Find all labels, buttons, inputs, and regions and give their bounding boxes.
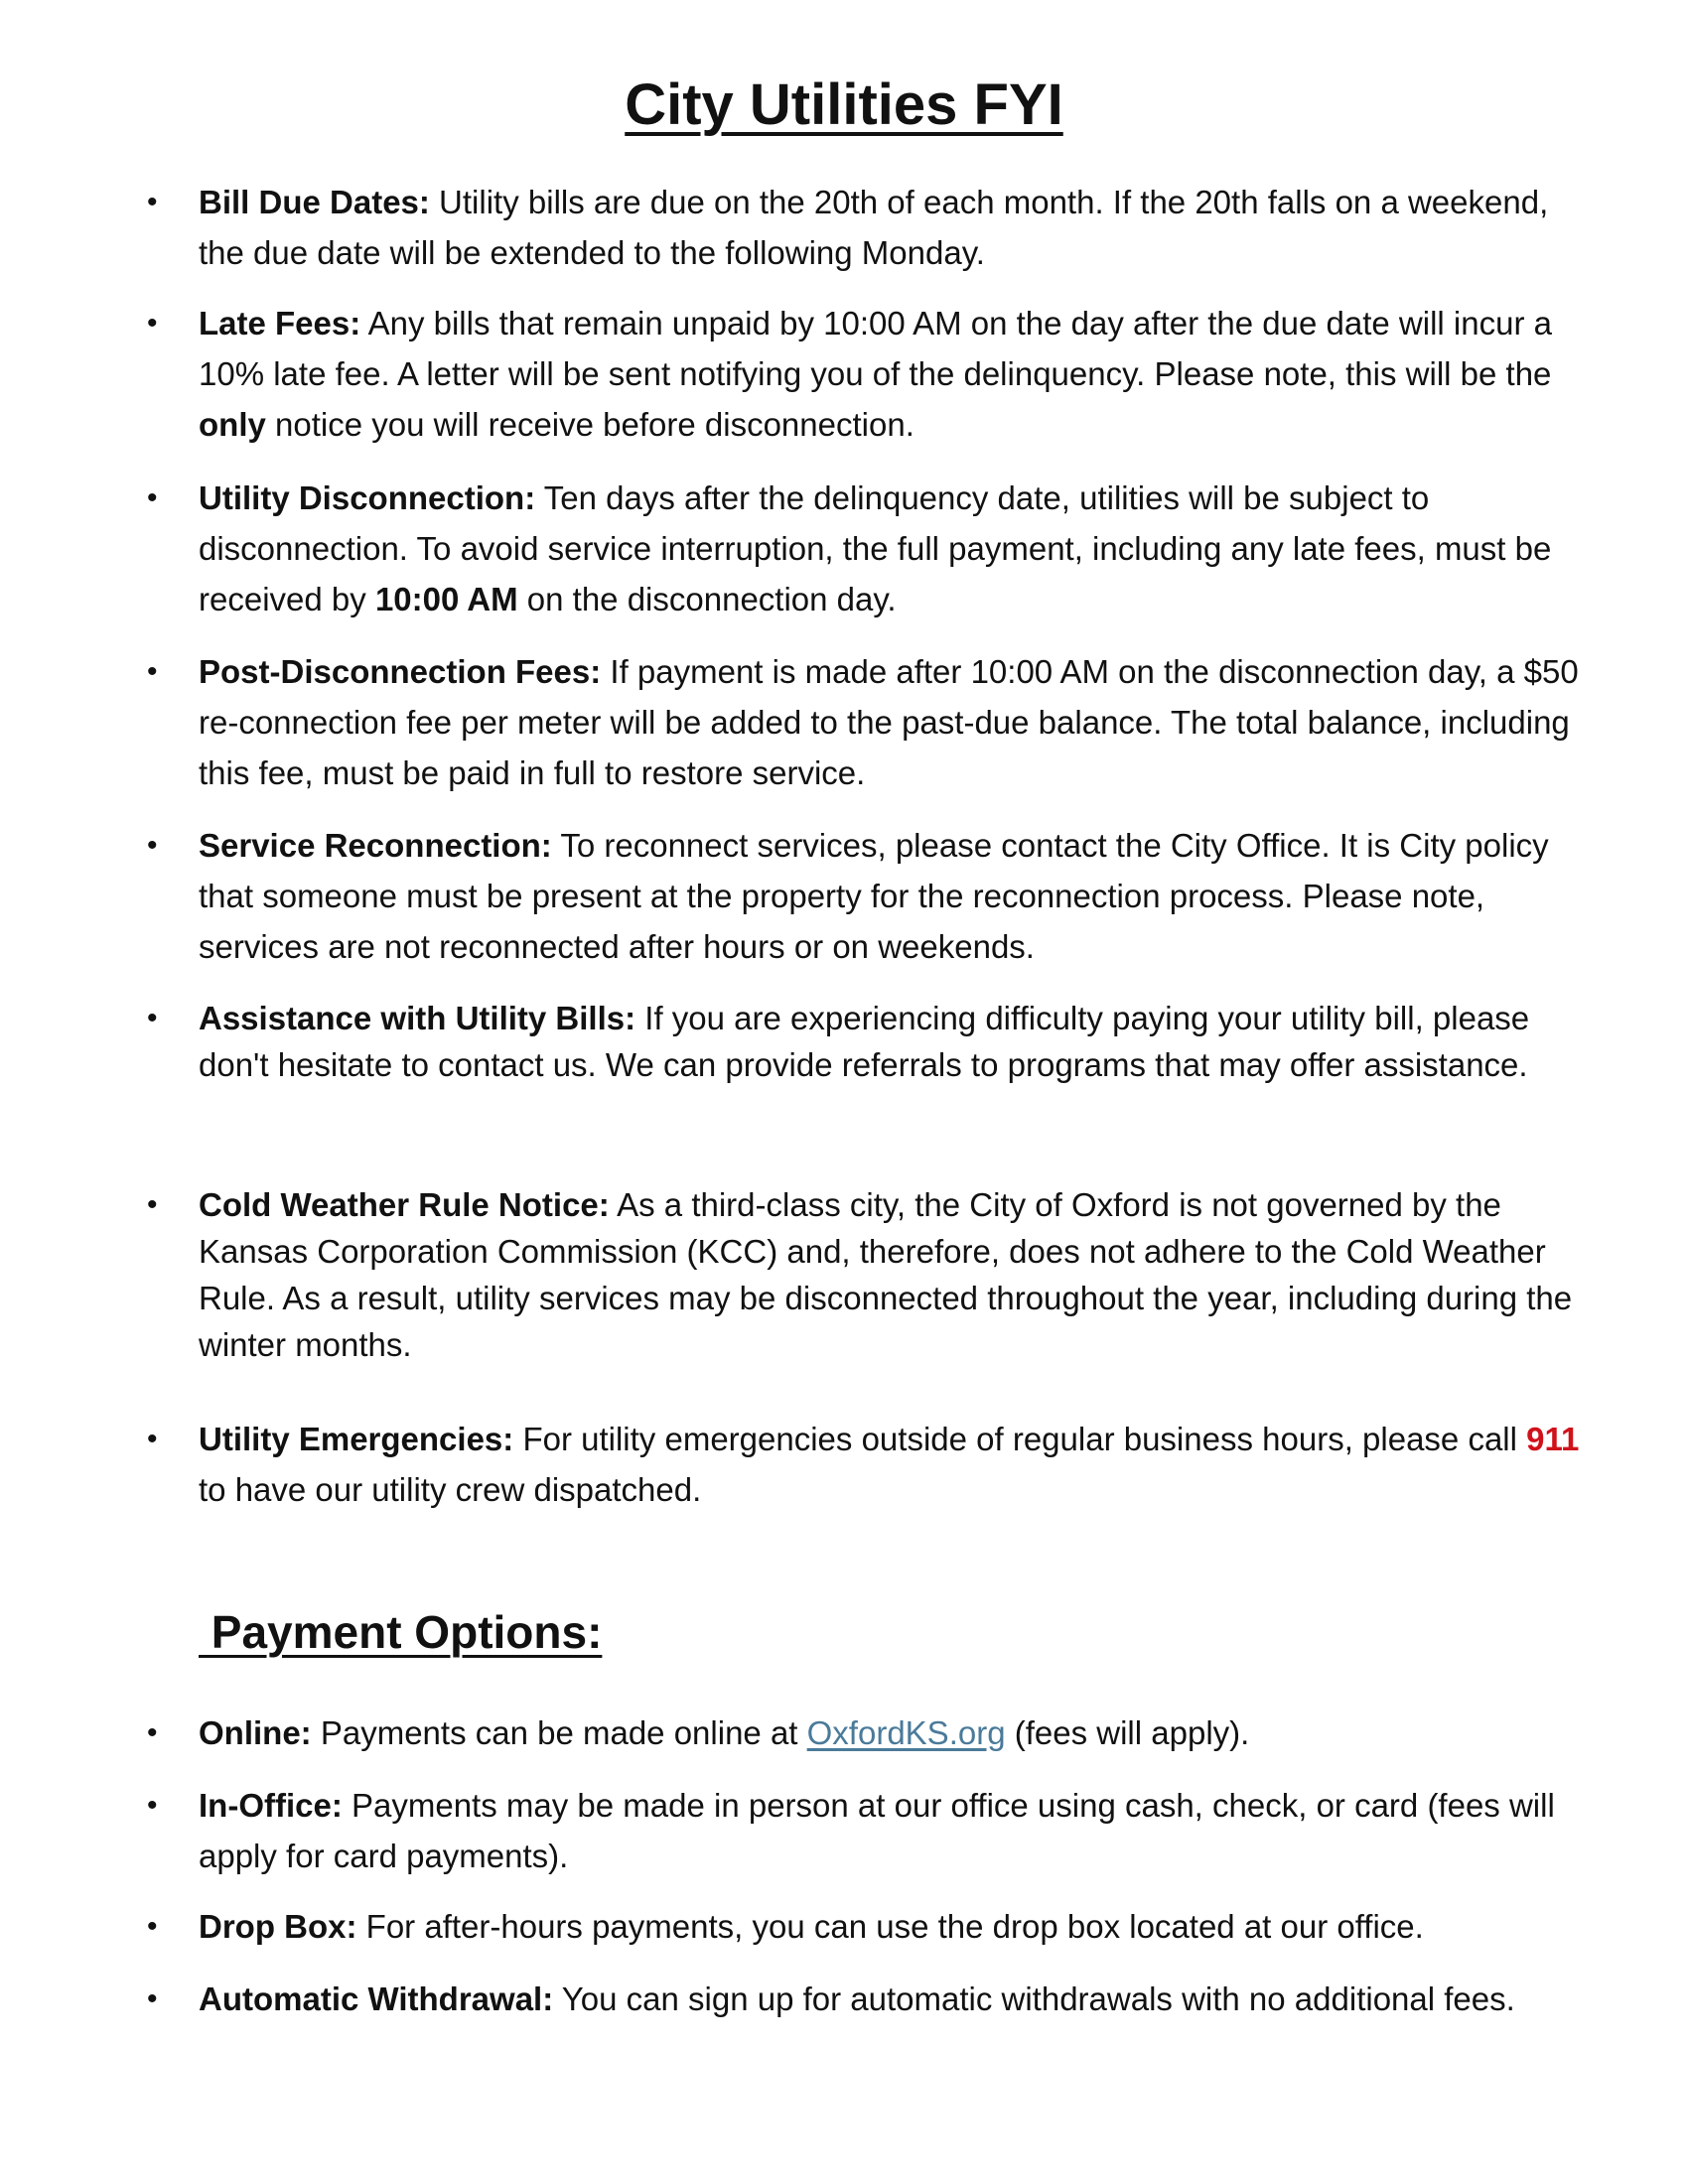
item-text: To reconnect services, please contact the City Office. It is City policy that someone must be present at the property for the reconnection process. Please note, services are not reconnected after hours or on weekends. — [199, 827, 1549, 965]
item-text: Utility bills are due on the 20th of each month. If the 20th falls on a weekend, the due date will be extended to the following Monday. — [199, 184, 1549, 271]
bullet-icon: • — [147, 481, 158, 514]
page-title: City Utilities FYI — [625, 72, 1063, 137]
payment-item-in-office — [147, 1780, 1589, 1881]
bullet-icon: • — [147, 829, 158, 862]
item-emphasis: only — [199, 406, 266, 443]
item-label: Late Fees: — [199, 305, 361, 341]
item-text: You can sign up for automatic withdrawals with no additional fees. — [553, 1980, 1515, 2017]
item-text: Any bills that remain unpaid by 10:00 AM on the day after the due date will incur a 10% late fee. A letter will be sent notifying you of the delinquency. Please note, this will be the — [199, 305, 1552, 392]
payment-item-automatic-withdrawal — [147, 1974, 1589, 2024]
item-text: Payments can be made online at — [311, 1714, 807, 1751]
fyi-item-utility-disconnection — [147, 473, 1589, 624]
fyi-item-post-disconnection-fees — [147, 646, 1589, 798]
item-label: Automatic Withdrawal: — [199, 1980, 554, 2017]
bullet-icon: • — [147, 1423, 158, 1455]
item-text-end: (fees will apply). — [1005, 1714, 1250, 1751]
item-label: Utility Emergencies: — [199, 1421, 514, 1457]
bullet-icon: • — [147, 655, 158, 688]
item-text-end: notice you will receive before disconnection. — [265, 406, 914, 443]
fyi-item-utility-emergencies — [147, 1414, 1589, 1515]
payment-item-drop-box — [147, 1901, 1589, 1952]
bullet-icon: • — [147, 1982, 158, 2015]
item-label: Cold Weather Rule Notice: — [199, 1186, 610, 1223]
bullet-icon: • — [147, 1002, 158, 1034]
bullet-icon: • — [147, 186, 158, 218]
item-text: As a third-class city, the City of Oxford is not governed by the Kansas Corporation Commission (KCC) and, therefore, does not adhere to the Cold Weather Rule. As a result, utility services may be disconnected throughout the year, including during the winter months. — [199, 1186, 1573, 1363]
payment-item-online — [147, 1707, 1589, 1758]
item-label: Utility Disconnection: — [199, 479, 536, 516]
item-text: If payment is made after 10:00 AM on the disconnection day, a $50 re-connection fee per meter will be added to the past-due balance. The total balance, including this fee, must be paid in full to restore service. — [199, 653, 1579, 791]
bullet-icon: • — [147, 1910, 158, 1943]
item-label: Drop Box: — [199, 1908, 357, 1945]
bullet-icon: • — [147, 307, 158, 340]
item-label: Bill Due Dates: — [199, 184, 430, 220]
item-emphasis: 10:00 AM — [374, 581, 518, 617]
bullet-icon: • — [147, 1188, 158, 1221]
bullet-icon: • — [147, 1716, 158, 1749]
item-text: For utility emergencies outside of regular business hours, please call — [513, 1421, 1527, 1457]
fyi-item-late-fees — [147, 298, 1589, 450]
item-label: Post-Disconnection Fees: — [199, 653, 602, 690]
item-text: If you are experiencing difficulty paying your utility bill, please don't hesitate to contact us. We can provide referrals to programs that may offer assistance. — [199, 1000, 1530, 1083]
item-label: Online: — [199, 1714, 312, 1751]
item-label: Assistance with Utility Bills: — [199, 1000, 636, 1036]
oxfordks-link[interactable]: OxfordKS.org — [806, 1714, 1006, 1751]
item-text: Payments may be made in person at our office using cash, check, or card (fees will apply for card payments). — [199, 1787, 1555, 1874]
fyi-item-bill-due-dates — [147, 177, 1589, 278]
payment-options-heading: Payment Options: — [199, 1606, 603, 1658]
fyi-item-service-reconnection — [147, 820, 1589, 972]
item-label: Service Reconnection: — [199, 827, 552, 864]
item-label: In-Office: — [199, 1787, 343, 1824]
bullet-icon: • — [147, 1789, 158, 1822]
item-text-end: to have our utility crew dispatched. — [199, 1471, 702, 1508]
item-text: For after-hours payments, you can use the drop box located at our office. — [356, 1908, 1424, 1945]
item-text-end: on the disconnection day. — [517, 581, 897, 617]
item-text: Ten days after the delinquency date, utilities will be subject to disconnection. To avoid service interruption, the full payment, including any late fees, must be received by — [199, 479, 1552, 617]
fyi-item-cold-weather-rule — [147, 1181, 1589, 1368]
emergency-number: 911 — [1526, 1421, 1580, 1457]
fyi-item-assistance — [147, 995, 1589, 1088]
